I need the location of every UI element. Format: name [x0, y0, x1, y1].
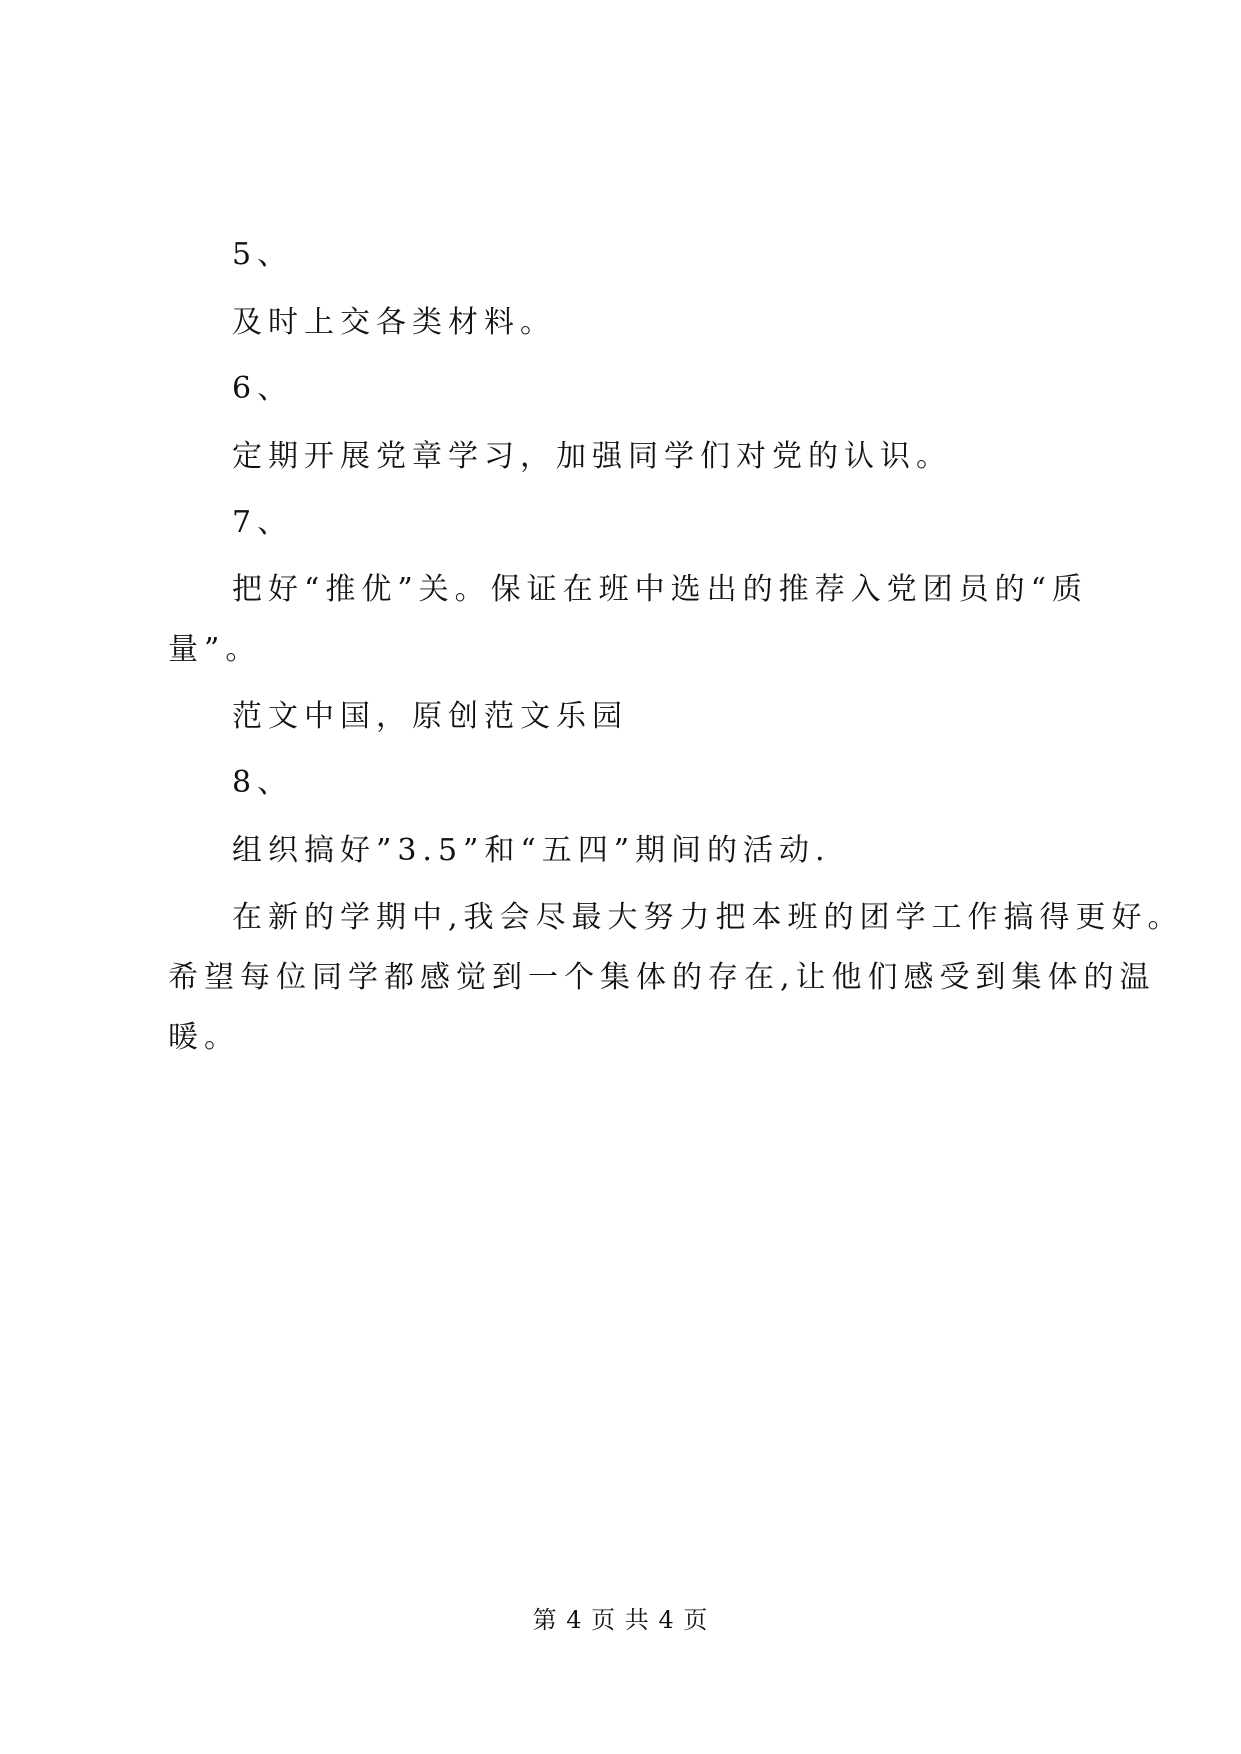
list-number-5: 5、: [232, 237, 294, 272]
paragraph-line: 范文中国，原创范文乐园: [232, 699, 628, 734]
list-number-7: 7、: [232, 505, 294, 540]
paragraph-line: 组织搞好”3.5”和“五四”期间的活动.: [232, 833, 831, 868]
list-number-6: 6、: [232, 371, 294, 406]
paragraph-line-wrap: 暖。: [168, 1020, 240, 1055]
paragraph-line: 在新的学期中,我会尽最大努力把本班的团学工作搞得更好。: [232, 900, 1184, 935]
paragraph-line-wrap: 量”。: [168, 632, 262, 667]
list-number-8: 8、: [232, 765, 294, 800]
paragraph-line: 把好“推优”关。保证在班中选出的推荐入党团员的“质: [232, 572, 1089, 607]
paragraph-line: 及时上交各类材料。: [232, 305, 556, 340]
paragraph-line: 定期开展党章学习，加强同学们对党的认识。: [232, 439, 952, 474]
paragraph-line-wrap: 希望每位同学都感觉到一个集体的存在,让他们感受到集体的温: [168, 960, 1156, 995]
page-footer: 第 4 页 共 4 页: [532, 1606, 709, 1634]
